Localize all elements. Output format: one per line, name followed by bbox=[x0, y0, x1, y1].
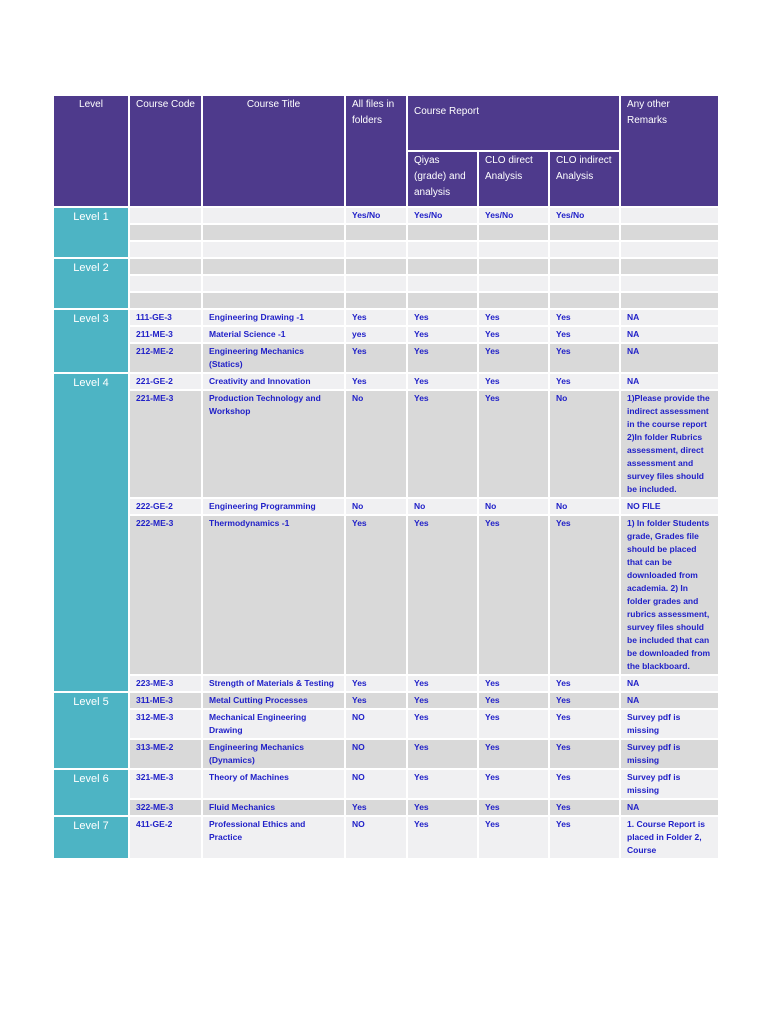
clo-indirect-value: Yes bbox=[549, 373, 620, 390]
course-title: Creativity and Innovation bbox=[202, 373, 345, 390]
level-2-label: Level 2 bbox=[53, 258, 129, 309]
level-6-label: Level 6 bbox=[53, 769, 129, 816]
clo-indirect-value: Yes bbox=[549, 816, 620, 859]
qiyas-value: Yes bbox=[407, 675, 478, 692]
remarks-value: NO FILE bbox=[620, 498, 719, 515]
clo-indirect-value: Yes bbox=[549, 343, 620, 373]
remarks-value: NA bbox=[620, 799, 719, 816]
qiyas-value: No bbox=[407, 498, 478, 515]
table-row bbox=[53, 309, 719, 326]
all-files-value: Yes bbox=[345, 309, 407, 326]
remarks-value: NA bbox=[620, 373, 719, 390]
header-course-code: Course Code bbox=[129, 95, 202, 207]
all-files-value: Yes bbox=[345, 343, 407, 373]
clo-direct-value: Yes bbox=[478, 343, 549, 373]
clo-indirect-value: Yes bbox=[549, 309, 620, 326]
course-title: Engineering Mechanics (Dynamics) bbox=[202, 739, 345, 769]
course-code: 221-ME-3 bbox=[129, 390, 202, 498]
remarks-value: Survey pdf is missing bbox=[620, 769, 719, 799]
course-title: Engineering Mechanics (Statics) bbox=[202, 343, 345, 373]
table-row bbox=[53, 373, 719, 390]
table-row bbox=[53, 675, 719, 692]
clo-direct-value: Yes bbox=[478, 373, 549, 390]
all-files-value: No bbox=[345, 390, 407, 498]
qiyas-value: Yes bbox=[407, 373, 478, 390]
level-5-label: Level 5 bbox=[53, 692, 129, 769]
qiyas-value: Yes bbox=[407, 309, 478, 326]
clo-direct-value: Yes bbox=[478, 709, 549, 739]
course-report-table bbox=[52, 94, 720, 860]
clo-indirect-value: Yes bbox=[549, 692, 620, 709]
course-title: Strength of Materials & Testing bbox=[202, 675, 345, 692]
course-code: 313-ME-2 bbox=[129, 739, 202, 769]
qiyas-value: Yes bbox=[407, 709, 478, 739]
header-clo-indirect: CLO indirect Analysis bbox=[549, 151, 620, 207]
yesno-clo-direct: Yes/No bbox=[478, 207, 549, 224]
course-code: 411-GE-2 bbox=[129, 816, 202, 859]
level-3-label: Level 3 bbox=[53, 309, 129, 373]
qiyas-value: Yes bbox=[407, 343, 478, 373]
remarks-value: 1) In folder Students grade, Grades file should be placed that can be downloaded from academia. 2) In folder grades and rubrics assessment, survey files should be included that can be downloaded from the blackboard. bbox=[620, 515, 719, 675]
all-files-value: No bbox=[345, 498, 407, 515]
qiyas-value: Yes bbox=[407, 515, 478, 675]
clo-direct-value: Yes bbox=[478, 816, 549, 859]
course-title: Engineering Drawing -1 bbox=[202, 309, 345, 326]
all-files-value: Yes bbox=[345, 692, 407, 709]
remarks-value: NA bbox=[620, 326, 719, 343]
table-row bbox=[53, 241, 719, 258]
clo-direct-value: Yes bbox=[478, 309, 549, 326]
all-files-value: NO bbox=[345, 739, 407, 769]
clo-direct-value: Yes bbox=[478, 326, 549, 343]
all-files-value: Yes bbox=[345, 515, 407, 675]
course-code: 312-ME-3 bbox=[129, 709, 202, 739]
clo-indirect-value: Yes bbox=[549, 739, 620, 769]
course-code: 222-ME-3 bbox=[129, 515, 202, 675]
all-files-value: NO bbox=[345, 816, 407, 859]
header-clo-direct: CLO direct Analysis bbox=[478, 151, 549, 207]
table-row bbox=[53, 739, 719, 769]
all-files-value: Yes bbox=[345, 799, 407, 816]
clo-indirect-value: Yes bbox=[549, 515, 620, 675]
all-files-value: NO bbox=[345, 709, 407, 739]
remarks-value: 1. Course Report is placed in Folder 2, Course bbox=[620, 816, 719, 859]
remarks-value: Survey pdf is missing bbox=[620, 709, 719, 739]
remarks-value: NA bbox=[620, 692, 719, 709]
clo-direct-value: Yes bbox=[478, 675, 549, 692]
course-title: Professional Ethics and Practice bbox=[202, 816, 345, 859]
qiyas-value: Yes bbox=[407, 816, 478, 859]
clo-direct-value: Yes bbox=[478, 769, 549, 799]
yesno-files: Yes/No bbox=[345, 207, 407, 224]
course-code: 221-GE-2 bbox=[129, 373, 202, 390]
level-1-label: Level 1 bbox=[53, 207, 129, 258]
remarks-value: 1)Please provide the indirect assessment in the course report 2)In folder Rubrics assessment, direct assessment and survey files should be included. bbox=[620, 390, 719, 498]
clo-direct-value: Yes bbox=[478, 515, 549, 675]
course-code: 212-ME-2 bbox=[129, 343, 202, 373]
course-title: Engineering Programming bbox=[202, 498, 345, 515]
table-row bbox=[53, 326, 719, 343]
course-code: 222-GE-2 bbox=[129, 498, 202, 515]
header-all-files: All files in folders bbox=[345, 95, 407, 207]
qiyas-value: Yes bbox=[407, 390, 478, 498]
remarks-value: NA bbox=[620, 309, 719, 326]
header-remarks: Any other Remarks bbox=[620, 95, 719, 207]
remarks-value: NA bbox=[620, 675, 719, 692]
clo-direct-value: Yes bbox=[478, 390, 549, 498]
clo-indirect-value: Yes bbox=[549, 326, 620, 343]
clo-indirect-value: Yes bbox=[549, 675, 620, 692]
all-files-value: NO bbox=[345, 769, 407, 799]
all-files-value: yes bbox=[345, 326, 407, 343]
qiyas-value: Yes bbox=[407, 739, 478, 769]
table-row bbox=[53, 390, 719, 498]
header-course-report: Course Report bbox=[407, 95, 620, 151]
clo-indirect-value: Yes bbox=[549, 799, 620, 816]
course-code: 111-GE-3 bbox=[129, 309, 202, 326]
table-row bbox=[53, 709, 719, 739]
yesno-qiyas: Yes/No bbox=[407, 207, 478, 224]
course-code: 211-ME-3 bbox=[129, 326, 202, 343]
header-level: Level bbox=[53, 95, 129, 207]
all-files-value: Yes bbox=[345, 675, 407, 692]
course-title: Production Technology and Workshop bbox=[202, 390, 345, 498]
clo-indirect-value: No bbox=[549, 390, 620, 498]
all-files-value: Yes bbox=[345, 373, 407, 390]
course-title: Metal Cutting Processes bbox=[202, 692, 345, 709]
course-title: Theory of Machines bbox=[202, 769, 345, 799]
clo-direct-value: Yes bbox=[478, 739, 549, 769]
yesno-clo-indirect: Yes/No bbox=[549, 207, 620, 224]
table-row bbox=[53, 692, 719, 709]
clo-direct-value: No bbox=[478, 498, 549, 515]
table-row bbox=[53, 515, 719, 675]
course-code: 223-ME-3 bbox=[129, 675, 202, 692]
table-row bbox=[53, 343, 719, 373]
header-course-title: Course Title bbox=[202, 95, 345, 207]
clo-indirect-value: No bbox=[549, 498, 620, 515]
table-row bbox=[53, 224, 719, 241]
clo-direct-value: Yes bbox=[478, 799, 549, 816]
course-title: Material Science -1 bbox=[202, 326, 345, 343]
qiyas-value: Yes bbox=[407, 326, 478, 343]
level-4-label: Level 4 bbox=[53, 373, 129, 692]
table-row bbox=[53, 799, 719, 816]
remarks-value: NA bbox=[620, 343, 719, 373]
course-code: 322-ME-3 bbox=[129, 799, 202, 816]
table-row bbox=[53, 207, 719, 224]
qiyas-value: Yes bbox=[407, 692, 478, 709]
table-row bbox=[53, 258, 719, 275]
table-row bbox=[53, 292, 719, 309]
table-row bbox=[53, 275, 719, 292]
clo-direct-value: Yes bbox=[478, 692, 549, 709]
course-title: Fluid Mechanics bbox=[202, 799, 345, 816]
course-title: Thermodynamics -1 bbox=[202, 515, 345, 675]
table-row bbox=[53, 816, 719, 859]
table-row bbox=[53, 498, 719, 515]
clo-indirect-value: Yes bbox=[549, 769, 620, 799]
level-7-label: Level 7 bbox=[53, 816, 129, 859]
clo-indirect-value: Yes bbox=[549, 709, 620, 739]
course-title: Mechanical Engineering Drawing bbox=[202, 709, 345, 739]
remarks-value: Survey pdf is missing bbox=[620, 739, 719, 769]
header-qiyas: Qiyas (grade) and analysis bbox=[407, 151, 478, 207]
course-code: 321-ME-3 bbox=[129, 769, 202, 799]
qiyas-value: Yes bbox=[407, 769, 478, 799]
table-row bbox=[53, 769, 719, 799]
course-code: 311-ME-3 bbox=[129, 692, 202, 709]
qiyas-value: Yes bbox=[407, 799, 478, 816]
